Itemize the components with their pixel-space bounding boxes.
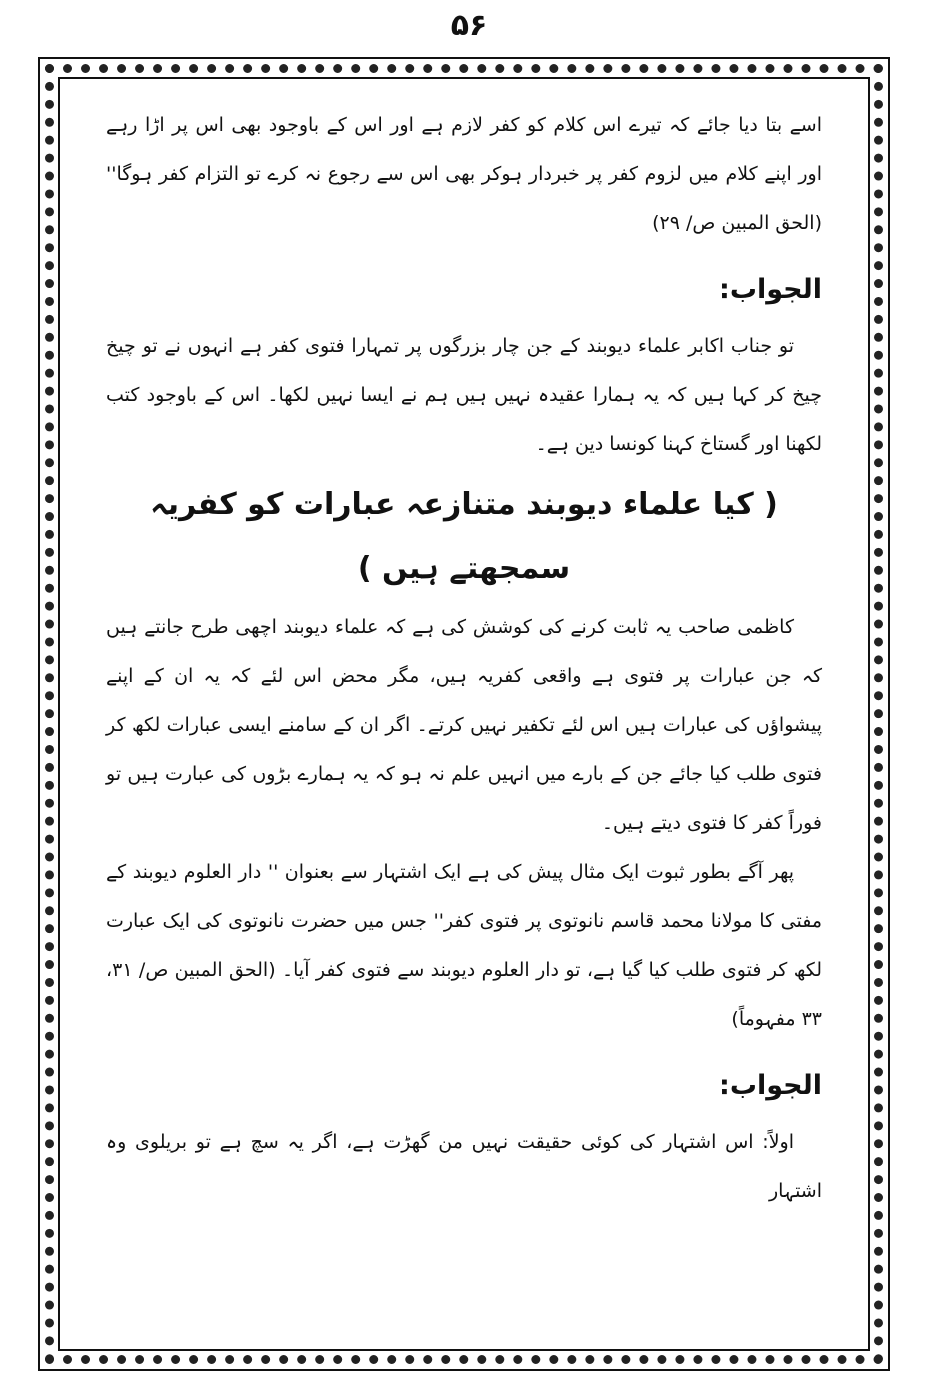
paragraph-answer-2: اولاً: اس اشتہار کی کوئی حقیقت نہیں من گھڑت ہے، اگر یہ سچ ہے تو بریلوی وہ اشتہار [106, 1131, 822, 1202]
heading-answer-1: الجواب: [719, 274, 822, 305]
page-content [106, 101, 822, 1216]
paragraph-kazmi-claim: کاظمی صاحب یہ ثابت کرنے کی کوشش کی ہے کہ علماء دیوبند اچھی طرح جانتے ہیں کہ جن عبارات پر فتوی ہے واقعی کفریہ ہیں، مگر محض اس لئے کہ یہ ان کے اپنے پیشواؤں کی عبارات ہیں اس لئے تکفیر نہیں کرتے۔ اگر ان کے سامنے ایسی عبارات لکھ کر فتوی طلب کیا جائے جن کے بارے میں انہیں علم نہ ہو کہ یہ ہمارے بڑوں کی عبارت ہیں تو فوراً کفر کا فتوی دیتے ہیں۔ [106, 616, 822, 834]
paragraph-answer-1: تو جناب اکابر علماء دیوبند کے جن چار بزرگوں پر تمہارا فتوی کفر ہے انہوں نے تو چیخ چیخ کر کہا ہیں کہ یہ ہمارا عقیدہ نہیں ہیں ہم نے ایسا نہیں لکھا۔ اس کے باوجود کتب لکھنا اور گستاخ کہنا کونسا دین ہے۔ [106, 335, 822, 455]
text-frame [58, 77, 870, 1351]
paragraph-example: پھر آگے بطور ثبوت ایک مثال پیش کی ہے ایک اشتہار سے بعنوان '' دار العلوم دیوبند کے مفتی کا مولانا محمد قاسم نانوتوی پر فتوی کفر'' جس میں حضرت نانوتوی کی ایک عبارت لکھ کر فتوی طلب کیا گیا ہے، تو دار العلوم دیوبند سے فتوی کفر آیا۔ (الحق المبین ص/ ۳۱، ۳۳ مفہوماً) [106, 861, 822, 1030]
heading-answer-2: الجواب: [719, 1070, 822, 1101]
page-number: ۵۶ [450, 8, 488, 43]
paragraph-quote-end: اسے بتا دیا جائے کہ تیرے اس کلام کو کفر لازم ہے اور اس کے باوجود بھی اس پر اڑا رہے اور اپنے کلام میں لزوم کفر پر خبردار ہوکر بھی اس سے رجوع نہ کرے تو التزام کفر ہوگا'' (الحق المبین ص/ ۲۹) [106, 114, 822, 234]
chain-border [45, 64, 883, 1364]
decorative-border [38, 57, 890, 1371]
section-title: ( کیا علماء دیوبند متنازعہ عبارات کو کفریہ سمجھتے ہیں ) [150, 487, 778, 586]
